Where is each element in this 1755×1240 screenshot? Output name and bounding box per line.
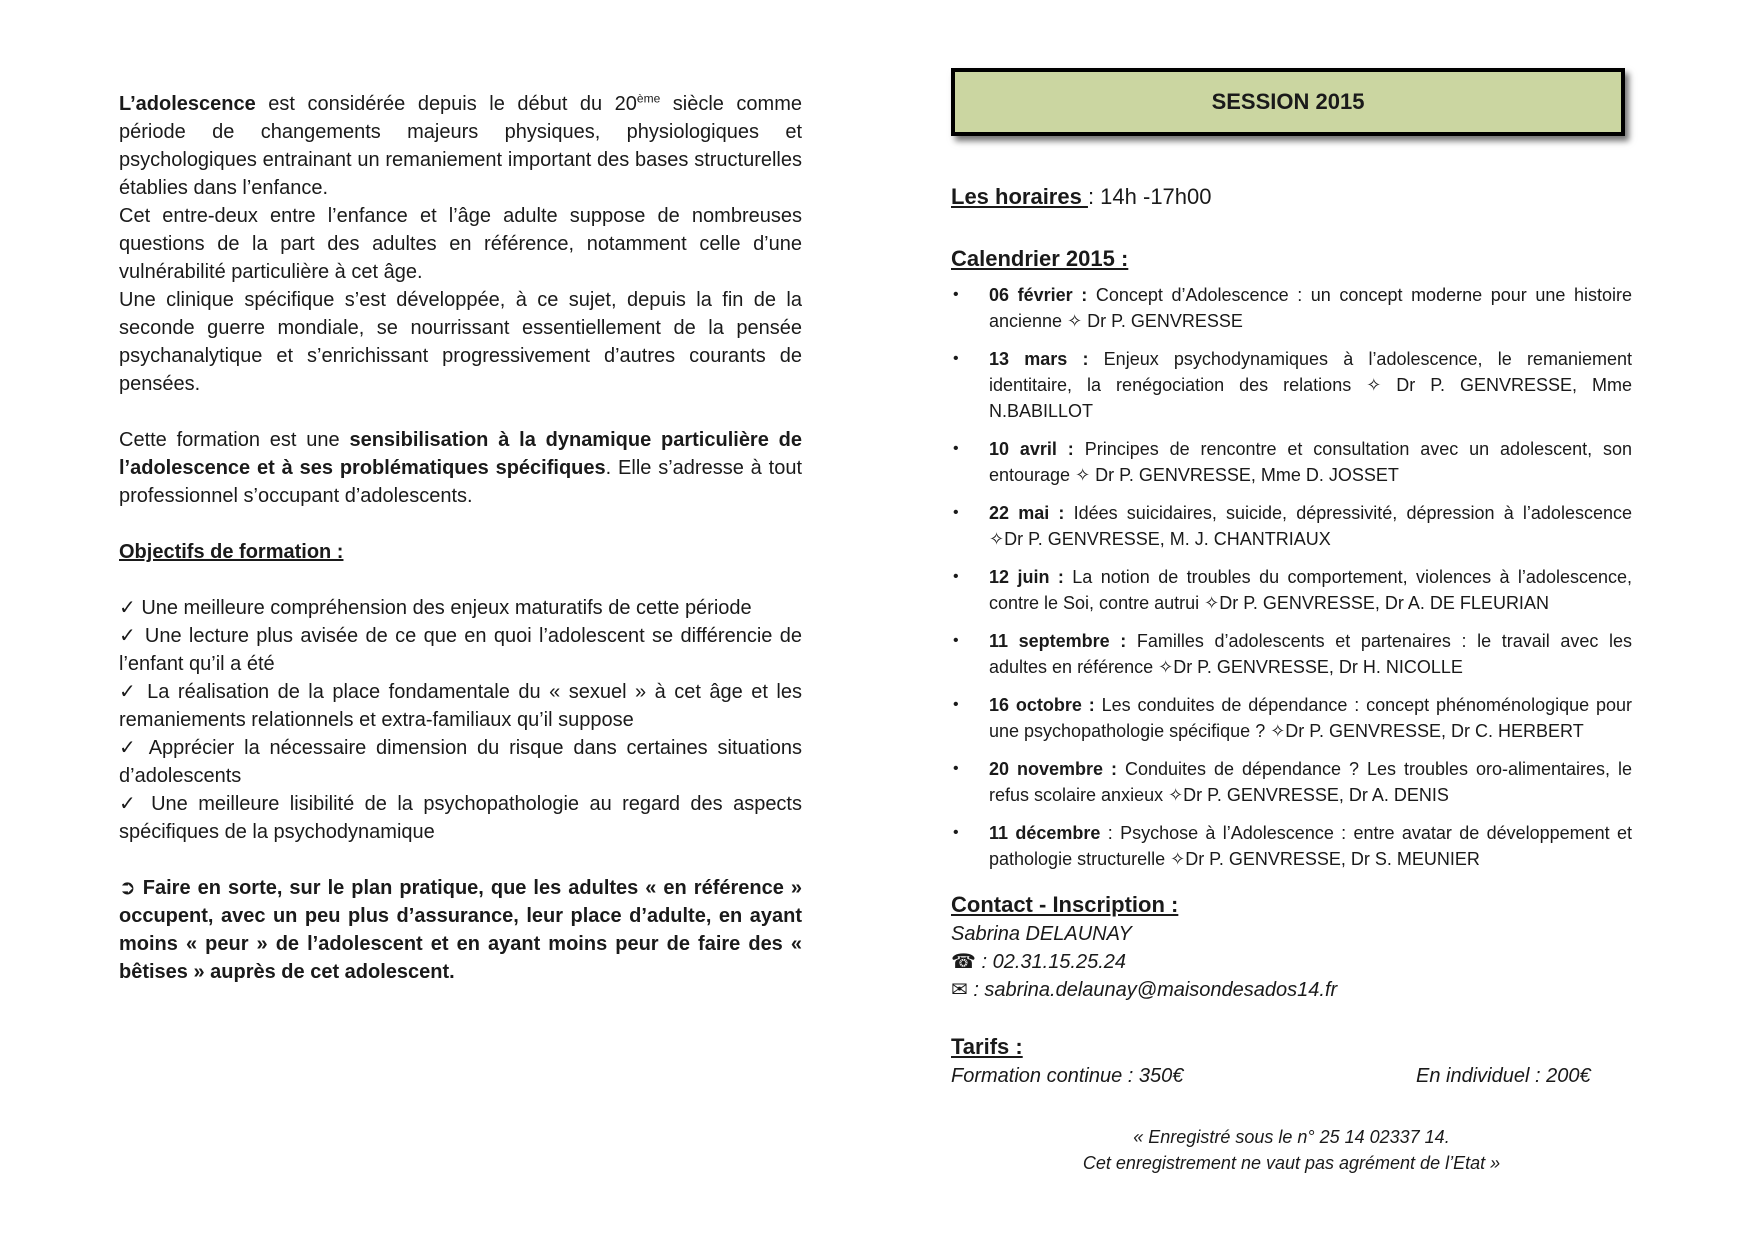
session-text: La notion de troubles du comportement, violences à l’adolescence, contre le Soi, contre autrui ✧Dr P. GENVRESSE, Dr A. DE FLEURIAN [989, 567, 1632, 613]
sessions-list [951, 282, 1632, 872]
right-column [951, 68, 1632, 1176]
session-date: 11 décembre [989, 823, 1101, 843]
bullet-icon: • [953, 696, 959, 713]
objectif-item: ✓ Apprécier la nécessaire dimension du risque dans certaines situations d’adolescents [119, 737, 802, 787]
calendrier-title: Calendrier 2015 : [951, 246, 1129, 271]
registration-note [951, 1124, 1632, 1176]
session-item [951, 500, 1632, 552]
contact-phone: ☎ : 02.31.15.25.24 [951, 951, 1127, 973]
contact-name: Sabrina DELAUNAY [951, 923, 1132, 945]
session-item [951, 282, 1632, 334]
horaires-value: : 14h -17h00 [1087, 184, 1212, 209]
tarifs-row [951, 1062, 1632, 1090]
session-date: 16 octobre : [989, 695, 1095, 715]
session-date: 13 mars : [989, 349, 1089, 369]
formation-text-b: . Elle s’adresse à tout professionnel s’occupant d’adolescents. [119, 457, 802, 507]
conclusion-paragraph: ➲ Faire en sorte, sur le plan pratique, que les adultes « en référence » occupent, avec un peu plus d’assurance, leur place d’adulte, en ayant moins « peur » de l’adolescent et en ayant moins peur de faire des « bêtises » auprès de cet adolescent. [119, 877, 802, 983]
horaires-line [951, 182, 1632, 212]
session-text: Principes de rencontre et consultation avec un adolescent, son entourage ✧ Dr P. GENVRESSE, Mme D. JOSSET [989, 439, 1633, 485]
objectif-item: ✓ Une lecture plus avisée de ce que en quoi l’adolescent se différencie de l’enfant qu’il a été [119, 625, 802, 675]
bullet-icon: • [953, 286, 959, 303]
session-text: Les conduites de dépendance : concept phénoménologique pour une psychopathologie spécifique ? ✧Dr P. GENVRESSE, Dr C. HERBERT [989, 695, 1633, 741]
objectif-item: ✓ Une meilleure lisibilité de la psychopathologie au regard des aspects spécifiques de la psychodynamique [119, 793, 802, 843]
registration-line-2: Cet enregistrement ne vaut pas agrément de l’Etat » [1082, 1153, 1501, 1173]
session-text: : Psychose à l’Adolescence : entre avatar de développement et pathologie structurelle ✧Dr P. GENVRESSE, Dr S. MEUNIER [989, 823, 1632, 869]
bullet-icon: • [953, 568, 959, 585]
session-item [951, 436, 1632, 488]
session-date: 10 avril : [989, 439, 1074, 459]
bullet-icon: • [953, 760, 959, 777]
contact-title: Contact - Inscription : [951, 892, 1179, 917]
bullet-icon: • [953, 440, 959, 457]
formation-bold: sensibilisation à la dynamique particulière de l’adolescence et à ses problématiques spécifiques [119, 429, 802, 479]
session-date: 20 novembre : [989, 759, 1117, 779]
tarifs-title: Tarifs : [951, 1034, 1023, 1059]
session-title: SESSION 2015 [1211, 89, 1365, 114]
session-item [951, 692, 1632, 744]
session-item [951, 564, 1632, 616]
session-title-box [951, 68, 1625, 136]
session-text: Familles d’adolescents et partenaires : le travail avec les adultes en référence ✧Dr P. GENVRESSE, Dr H. NICOLLE [989, 631, 1633, 677]
session-text: Idées suicidaires, suicide, dépressivité, dépression à l’adolescence ✧Dr P. GENVRESSE, M. J. CHANTRIAUX [989, 503, 1632, 549]
session-text: Concept d’Adolescence : un concept moderne pour une histoire ancienne ✧ Dr P. GENVRESSE [989, 285, 1632, 331]
registration-line-1: « Enregistré sous le n° 25 14 02337 14. [1133, 1127, 1450, 1147]
bullet-icon: • [953, 632, 959, 649]
bullet-icon: • [953, 824, 959, 841]
session-date: 06 février : [989, 285, 1088, 305]
intro-superscript: ème [636, 91, 661, 106]
paragraph-entre-deux: Cet entre-deux entre l’enfance et l’âge adulte suppose de nombreuses questions de la part des adultes en référence, notamment celle d’une vulnérabilité particulière à cet âge. [119, 205, 802, 283]
left-column [119, 90, 802, 986]
objectifs-title: Objectifs de formation : [119, 541, 344, 563]
paragraph-clinique: Une clinique spécifique s’est développée, à ce sujet, depuis la fin de la seconde guerre mondiale, se nourrissant essentiellement de la pensée psychanalytique et s’enrichissant progressivement d’autres courants de pensées. [119, 289, 802, 395]
intro-bold-lead: L’adolescence [119, 93, 256, 115]
bullet-icon: • [953, 504, 959, 521]
intro-paragraph [119, 90, 802, 202]
bullet-icon: • [953, 350, 959, 367]
session-item [951, 628, 1632, 680]
session-date: 12 juin : [989, 567, 1064, 587]
objectifs-list [119, 594, 802, 846]
session-item [951, 346, 1632, 424]
session-text: Conduites de dépendance ? Les troubles oro-alimentaires, le refus scolaire anxieux ✧Dr P. GENVRESSE, Dr A. DENIS [989, 759, 1633, 805]
formation-text-a: Cette formation est une [119, 429, 350, 451]
session-item [951, 756, 1632, 808]
session-date: 22 mai : [989, 503, 1065, 523]
objectif-item: ✓ La réalisation de la place fondamentale du « sexuel » à cet âge et les remaniements relationnels et extra-familiaux qu’il suppose [119, 681, 802, 731]
tarif-continue: Formation continue : 350€ [951, 1065, 1184, 1087]
tarif-individuel: En individuel : 200€ [1416, 1065, 1591, 1087]
contact-email: ✉ : sabrina.delaunay@maisondesados14.fr [951, 979, 1338, 1001]
session-date: 11 septembre : [989, 631, 1127, 651]
session-item [951, 820, 1632, 872]
horaires-label: Les horaires [951, 184, 1088, 209]
formation-paragraph [119, 426, 802, 510]
intro-text-b: siècle comme période de changements majeurs physiques, physiologiques et psychologiques entrainant un remaniement important des bases structurelles établies dans l’enfance. [119, 93, 802, 199]
objectif-item: ✓ Une meilleure compréhension des enjeux maturatifs de cette période [119, 597, 752, 619]
session-text: Enjeux psychodynamiques à l’adolescence, le remaniement identitaire, la renégociation des relations ✧ Dr P. GENVRESSE, Mme N.BABILLOT [989, 349, 1632, 421]
intro-text-a: est considérée depuis le début du 20 [255, 93, 637, 115]
